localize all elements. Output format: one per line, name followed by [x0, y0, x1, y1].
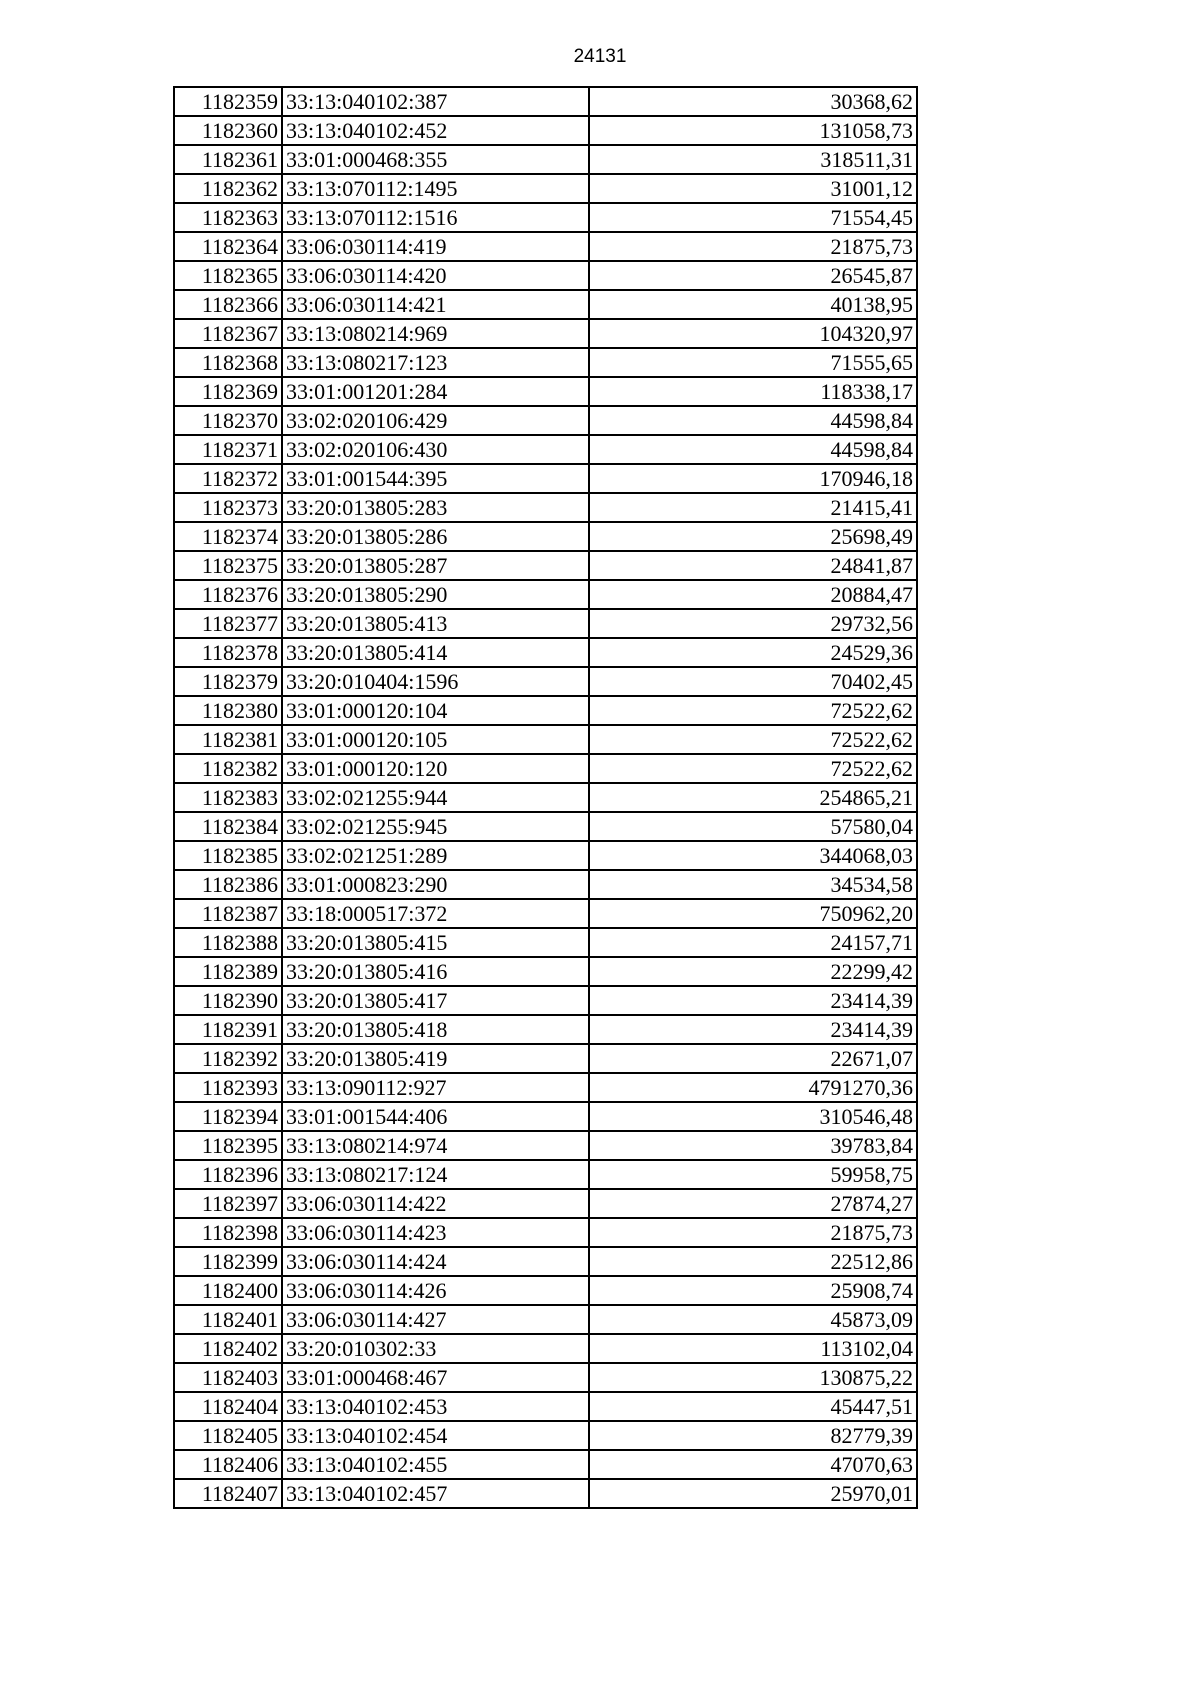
cadastral-number-cell: 33:06:030114:427: [282, 1305, 589, 1334]
cadastral-number-cell: 33:20:013805:417: [282, 986, 589, 1015]
value-cell: 72522,62: [589, 725, 917, 754]
value-cell: 23414,39: [589, 986, 917, 1015]
row-id-cell: 1182384: [174, 812, 282, 841]
value-cell: 22671,07: [589, 1044, 917, 1073]
value-cell: 25698,49: [589, 522, 917, 551]
value-cell: 72522,62: [589, 696, 917, 725]
row-id-cell: 1182389: [174, 957, 282, 986]
cadastral-number-cell: 33:06:030114:420: [282, 261, 589, 290]
value-cell: 20884,47: [589, 580, 917, 609]
row-id-cell: 1182400: [174, 1276, 282, 1305]
value-cell: 254865,21: [589, 783, 917, 812]
row-id-cell: 1182372: [174, 464, 282, 493]
value-cell: 750962,20: [589, 899, 917, 928]
cadastral-number-cell: 33:13:080214:974: [282, 1131, 589, 1160]
cadastral-number-cell: 33:18:000517:372: [282, 899, 589, 928]
row-id-cell: 1182371: [174, 435, 282, 464]
cadastral-number-cell: 33:02:021255:945: [282, 812, 589, 841]
row-id-cell: 1182378: [174, 638, 282, 667]
value-cell: 113102,04: [589, 1334, 917, 1363]
row-id-cell: 1182366: [174, 290, 282, 319]
row-id-cell: 1182405: [174, 1421, 282, 1450]
row-id-cell: 1182382: [174, 754, 282, 783]
row-id-cell: 1182376: [174, 580, 282, 609]
table-row: [174, 1131, 917, 1160]
cadastral-number-cell: 33:13:040102:387: [282, 87, 589, 116]
row-id-cell: 1182388: [174, 928, 282, 957]
table-row: [174, 377, 917, 406]
row-id-cell: 1182399: [174, 1247, 282, 1276]
row-id-cell: 1182377: [174, 609, 282, 638]
table-row: [174, 319, 917, 348]
value-cell: 47070,63: [589, 1450, 917, 1479]
data-table: [173, 86, 918, 1509]
cadastral-number-cell: 33:13:090112:927: [282, 1073, 589, 1102]
row-id-cell: 1182407: [174, 1479, 282, 1508]
table-row: [174, 522, 917, 551]
value-cell: 44598,84: [589, 435, 917, 464]
cadastral-number-cell: 33:13:040102:455: [282, 1450, 589, 1479]
row-id-cell: 1182394: [174, 1102, 282, 1131]
row-id-cell: 1182364: [174, 232, 282, 261]
value-cell: 27874,27: [589, 1189, 917, 1218]
table-row: [174, 87, 917, 116]
table-row: [174, 464, 917, 493]
value-cell: 23414,39: [589, 1015, 917, 1044]
cadastral-number-cell: 33:01:001201:284: [282, 377, 589, 406]
table-row: [174, 986, 917, 1015]
value-cell: 24841,87: [589, 551, 917, 580]
cadastral-number-cell: 33:01:000120:104: [282, 696, 589, 725]
cadastral-number-cell: 33:02:021251:289: [282, 841, 589, 870]
row-id-cell: 1182361: [174, 145, 282, 174]
table-row: [174, 1450, 917, 1479]
cadastral-number-cell: 33:06:030114:419: [282, 232, 589, 261]
value-cell: 72522,62: [589, 754, 917, 783]
row-id-cell: 1182369: [174, 377, 282, 406]
cadastral-number-cell: 33:06:030114:424: [282, 1247, 589, 1276]
value-cell: 21415,41: [589, 493, 917, 522]
table-body: [174, 87, 917, 1508]
cadastral-number-cell: 33:13:040102:453: [282, 1392, 589, 1421]
cadastral-number-cell: 33:20:013805:290: [282, 580, 589, 609]
table-row: [174, 870, 917, 899]
value-cell: 31001,12: [589, 174, 917, 203]
cadastral-number-cell: 33:20:013805:419: [282, 1044, 589, 1073]
cadastral-number-cell: 33:06:030114:426: [282, 1276, 589, 1305]
table-row: [174, 1363, 917, 1392]
table-row: [174, 1334, 917, 1363]
cadastral-number-cell: 33:13:040102:454: [282, 1421, 589, 1450]
value-cell: 59958,75: [589, 1160, 917, 1189]
page-number: 24131: [573, 46, 627, 67]
table-row: [174, 551, 917, 580]
row-id-cell: 1182396: [174, 1160, 282, 1189]
value-cell: 21875,73: [589, 232, 917, 261]
table-row: [174, 1102, 917, 1131]
value-cell: 57580,04: [589, 812, 917, 841]
value-cell: 118338,17: [589, 377, 917, 406]
table-row: [174, 348, 917, 377]
cadastral-number-cell: 33:02:020106:430: [282, 435, 589, 464]
cadastral-number-cell: 33:06:030114:422: [282, 1189, 589, 1218]
row-id-cell: 1182386: [174, 870, 282, 899]
table-row: [174, 725, 917, 754]
row-id-cell: 1182392: [174, 1044, 282, 1073]
table-row: [174, 638, 917, 667]
cadastral-number-cell: 33:13:040102:457: [282, 1479, 589, 1508]
value-cell: 25908,74: [589, 1276, 917, 1305]
cadastral-number-cell: 33:20:013805:415: [282, 928, 589, 957]
cadastral-number-cell: 33:02:021255:944: [282, 783, 589, 812]
row-id-cell: 1182381: [174, 725, 282, 754]
row-id-cell: 1182393: [174, 1073, 282, 1102]
value-cell: 130875,22: [589, 1363, 917, 1392]
value-cell: 131058,73: [589, 116, 917, 145]
value-cell: 71554,45: [589, 203, 917, 232]
row-id-cell: 1182365: [174, 261, 282, 290]
cadastral-number-cell: 33:13:070112:1495: [282, 174, 589, 203]
cadastral-number-cell: 33:13:080217:124: [282, 1160, 589, 1189]
table-row: [174, 203, 917, 232]
row-id-cell: 1182401: [174, 1305, 282, 1334]
value-cell: 318511,31: [589, 145, 917, 174]
row-id-cell: 1182375: [174, 551, 282, 580]
table-row: [174, 1073, 917, 1102]
table-row: [174, 232, 917, 261]
value-cell: 22299,42: [589, 957, 917, 986]
row-id-cell: 1182404: [174, 1392, 282, 1421]
table-row: [174, 1044, 917, 1073]
table-row: [174, 116, 917, 145]
row-id-cell: 1182397: [174, 1189, 282, 1218]
table-row: [174, 1015, 917, 1044]
row-id-cell: 1182385: [174, 841, 282, 870]
table-row: [174, 174, 917, 203]
row-id-cell: 1182359: [174, 87, 282, 116]
cadastral-number-cell: 33:20:010302:33: [282, 1334, 589, 1363]
cadastral-number-cell: 33:20:013805:287: [282, 551, 589, 580]
table-row: [174, 1479, 917, 1508]
row-id-cell: 1182360: [174, 116, 282, 145]
cadastral-number-cell: 33:20:013805:283: [282, 493, 589, 522]
row-id-cell: 1182390: [174, 986, 282, 1015]
value-cell: 45447,51: [589, 1392, 917, 1421]
table-row: [174, 406, 917, 435]
row-id-cell: 1182379: [174, 667, 282, 696]
cadastral-number-cell: 33:01:001544:395: [282, 464, 589, 493]
row-id-cell: 1182398: [174, 1218, 282, 1247]
cadastral-number-cell: 33:20:010404:1596: [282, 667, 589, 696]
value-cell: 40138,95: [589, 290, 917, 319]
table-row: [174, 754, 917, 783]
value-cell: 4791270,36: [589, 1073, 917, 1102]
cadastral-number-cell: 33:13:040102:452: [282, 116, 589, 145]
value-cell: 22512,86: [589, 1247, 917, 1276]
table-row: [174, 145, 917, 174]
table-row: [174, 928, 917, 957]
row-id-cell: 1182406: [174, 1450, 282, 1479]
row-id-cell: 1182387: [174, 899, 282, 928]
value-cell: 21875,73: [589, 1218, 917, 1247]
table-row: [174, 1160, 917, 1189]
cadastral-number-cell: 33:06:030114:423: [282, 1218, 589, 1247]
table-row: [174, 580, 917, 609]
value-cell: 344068,03: [589, 841, 917, 870]
table-row: [174, 1392, 917, 1421]
value-cell: 25970,01: [589, 1479, 917, 1508]
table-row: [174, 1247, 917, 1276]
value-cell: 104320,97: [589, 319, 917, 348]
cadastral-number-cell: 33:01:000120:120: [282, 754, 589, 783]
row-id-cell: 1182403: [174, 1363, 282, 1392]
row-id-cell: 1182395: [174, 1131, 282, 1160]
cadastral-number-cell: 33:01:000120:105: [282, 725, 589, 754]
table-row: [174, 1218, 917, 1247]
cadastral-number-cell: 33:13:080214:969: [282, 319, 589, 348]
value-cell: 44598,84: [589, 406, 917, 435]
row-id-cell: 1182368: [174, 348, 282, 377]
table-row: [174, 261, 917, 290]
cadastral-number-cell: 33:20:013805:414: [282, 638, 589, 667]
row-id-cell: 1182370: [174, 406, 282, 435]
row-id-cell: 1182391: [174, 1015, 282, 1044]
table-row: [174, 667, 917, 696]
cadastral-number-cell: 33:13:080217:123: [282, 348, 589, 377]
cadastral-number-cell: 33:20:013805:416: [282, 957, 589, 986]
cadastral-number-cell: 33:02:020106:429: [282, 406, 589, 435]
row-id-cell: 1182367: [174, 319, 282, 348]
value-cell: 170946,18: [589, 464, 917, 493]
table-row: [174, 493, 917, 522]
table-row: [174, 435, 917, 464]
cadastral-number-cell: 33:01:000468:355: [282, 145, 589, 174]
value-cell: 39783,84: [589, 1131, 917, 1160]
table-row: [174, 609, 917, 638]
value-cell: 30368,62: [589, 87, 917, 116]
row-id-cell: 1182374: [174, 522, 282, 551]
value-cell: 26545,87: [589, 261, 917, 290]
value-cell: 71555,65: [589, 348, 917, 377]
table-row: [174, 841, 917, 870]
row-id-cell: 1182363: [174, 203, 282, 232]
value-cell: 310546,48: [589, 1102, 917, 1131]
table-row: [174, 1305, 917, 1334]
value-cell: 34534,58: [589, 870, 917, 899]
row-id-cell: 1182383: [174, 783, 282, 812]
value-cell: 24529,36: [589, 638, 917, 667]
table-row: [174, 1189, 917, 1218]
table-row: [174, 812, 917, 841]
value-cell: 29732,56: [589, 609, 917, 638]
value-cell: 70402,45: [589, 667, 917, 696]
value-cell: 82779,39: [589, 1421, 917, 1450]
table-row: [174, 1421, 917, 1450]
table-row: [174, 1276, 917, 1305]
cadastral-number-cell: 33:20:013805:413: [282, 609, 589, 638]
cadastral-number-cell: 33:01:000468:467: [282, 1363, 589, 1392]
table-row: [174, 290, 917, 319]
cadastral-number-cell: 33:20:013805:418: [282, 1015, 589, 1044]
cadastral-number-cell: 33:01:000823:290: [282, 870, 589, 899]
row-id-cell: 1182380: [174, 696, 282, 725]
table-row: [174, 957, 917, 986]
cadastral-number-cell: 33:01:001544:406: [282, 1102, 589, 1131]
cadastral-number-cell: 33:06:030114:421: [282, 290, 589, 319]
table-row: [174, 899, 917, 928]
cadastral-number-cell: 33:13:070112:1516: [282, 203, 589, 232]
row-id-cell: 1182373: [174, 493, 282, 522]
table-row: [174, 696, 917, 725]
value-cell: 45873,09: [589, 1305, 917, 1334]
cadastral-number-cell: 33:20:013805:286: [282, 522, 589, 551]
value-cell: 24157,71: [589, 928, 917, 957]
table-row: [174, 783, 917, 812]
row-id-cell: 1182402: [174, 1334, 282, 1363]
row-id-cell: 1182362: [174, 174, 282, 203]
